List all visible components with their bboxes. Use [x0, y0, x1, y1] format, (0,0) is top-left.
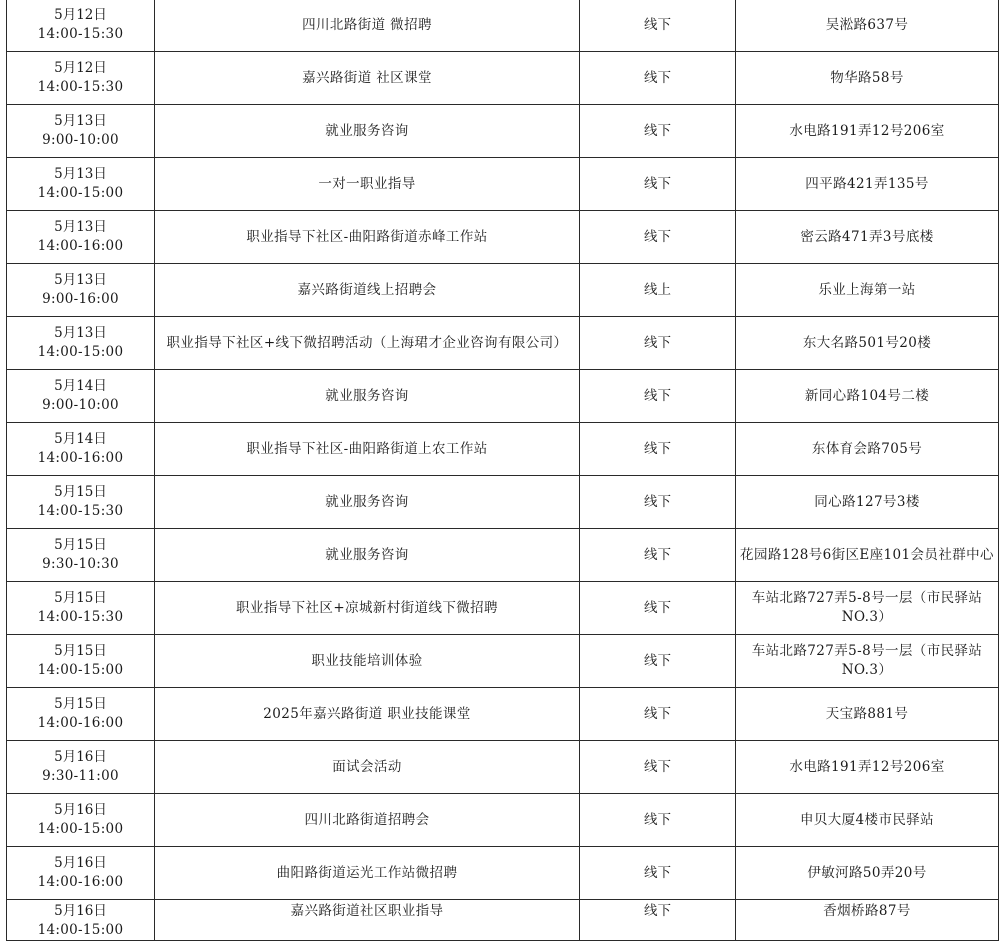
- table-row: [7, 741, 999, 794]
- event-location-cell: 东大名路501号20楼: [736, 317, 999, 370]
- event-location-cell: 四平路421弄135号: [736, 158, 999, 211]
- event-location-cell: 同心路127号3楼: [736, 476, 999, 529]
- event-date: 5月13日: [54, 166, 107, 182]
- date-time-cell: [7, 0, 155, 52]
- table-row: [7, 317, 999, 370]
- event-date: 5月13日: [54, 272, 107, 288]
- date-time-cell: [7, 688, 155, 741]
- event-name-cell: 职业技能培训体验: [155, 635, 580, 688]
- table-row: [7, 211, 999, 264]
- event-location-cell: 东体育会路705号: [736, 423, 999, 476]
- event-location-cell: 水电路191弄12号206室: [736, 741, 999, 794]
- event-time: 14:00-15:00: [37, 185, 124, 201]
- event-time: 14:00-16:00: [37, 450, 124, 466]
- event-name-cell: 就业服务咨询: [155, 105, 580, 158]
- event-date: 5月16日: [54, 855, 107, 871]
- event-name-cell: 2025年嘉兴路街道 职业技能课堂: [155, 688, 580, 741]
- date-time-cell: [7, 847, 155, 900]
- event-mode-cell: 线下: [580, 211, 736, 264]
- table-row: [7, 158, 999, 211]
- event-location-cell: 密云路471弄3号底楼: [736, 211, 999, 264]
- event-time: 14:00-15:30: [37, 79, 124, 95]
- event-mode-cell: 线下: [580, 370, 736, 423]
- event-location-cell: 花园路128号6街区E座101会员社群中心: [736, 529, 999, 582]
- event-mode-cell: 线上: [580, 264, 736, 317]
- schedule-table: [6, 0, 999, 941]
- event-time: 14:00-15:00: [37, 821, 124, 837]
- event-time: 9:00-16:00: [42, 291, 119, 307]
- event-location-cell: 新同心路104号二楼: [736, 370, 999, 423]
- event-mode-cell: 线下: [580, 900, 736, 941]
- event-date: 5月13日: [54, 113, 107, 129]
- table-row: [7, 0, 999, 52]
- date-time-cell: [7, 582, 155, 635]
- event-mode-cell: 线下: [580, 158, 736, 211]
- event-time: 14:00-15:00: [37, 662, 124, 678]
- event-location-cell: 香烟桥路87号: [736, 900, 999, 941]
- event-time: 9:00-10:00: [42, 132, 119, 148]
- event-location-cell: 车站北路727弄5-8号一层（市民驿站NO.3）: [736, 582, 999, 635]
- event-mode-cell: 线下: [580, 635, 736, 688]
- event-date: 5月16日: [54, 903, 107, 919]
- table-row: [7, 688, 999, 741]
- table-row: [7, 900, 999, 941]
- event-time: 14:00-15:00: [37, 344, 124, 360]
- event-location-cell: 物华路58号: [736, 52, 999, 105]
- event-date: 5月15日: [54, 590, 107, 606]
- event-name-cell: 职业指导下社区+线下微招聘活动（上海珺才企业咨询有限公司）: [155, 317, 580, 370]
- event-date: 5月12日: [54, 60, 107, 76]
- event-time: 14:00-16:00: [37, 874, 124, 890]
- event-mode-cell: 线下: [580, 529, 736, 582]
- table-row: [7, 52, 999, 105]
- event-time: 14:00-15:00: [37, 922, 124, 938]
- date-time-cell: [7, 158, 155, 211]
- date-time-cell: [7, 105, 155, 158]
- event-name-cell: 四川北路街道招聘会: [155, 794, 580, 847]
- event-mode-cell: 线下: [580, 794, 736, 847]
- event-time: 9:30-10:30: [42, 556, 119, 572]
- event-name-cell: 面试会活动: [155, 741, 580, 794]
- event-location-cell: 水电路191弄12号206室: [736, 105, 999, 158]
- event-name-cell: 嘉兴路街道社区职业指导: [155, 900, 580, 941]
- event-name-cell: 四川北路街道 微招聘: [155, 0, 580, 52]
- event-mode-cell: 线下: [580, 476, 736, 529]
- event-location-cell: 吴淞路637号: [736, 0, 999, 52]
- event-location-cell: 申贝大厦4楼市民驿站: [736, 794, 999, 847]
- event-location-cell: 伊敏河路50弄20号: [736, 847, 999, 900]
- event-date: 5月14日: [54, 378, 107, 394]
- event-name-cell: 嘉兴路街道线上招聘会: [155, 264, 580, 317]
- date-time-cell: [7, 794, 155, 847]
- table-row: [7, 582, 999, 635]
- event-date: 5月16日: [54, 802, 107, 818]
- event-location-cell: 车站北路727弄5-8号一层（市民驿站NO.3）: [736, 635, 999, 688]
- event-location-cell: 天宝路881号: [736, 688, 999, 741]
- event-mode-cell: 线下: [580, 105, 736, 158]
- event-name-cell: 一对一职业指导: [155, 158, 580, 211]
- date-time-cell: [7, 900, 155, 941]
- date-time-cell: [7, 370, 155, 423]
- table-row: [7, 794, 999, 847]
- event-time: 14:00-15:30: [37, 26, 124, 42]
- event-name-cell: 曲阳路街道运光工作站微招聘: [155, 847, 580, 900]
- date-time-cell: [7, 476, 155, 529]
- event-date: 5月15日: [54, 537, 107, 553]
- date-time-cell: [7, 211, 155, 264]
- event-name-cell: 嘉兴路街道 社区课堂: [155, 52, 580, 105]
- date-time-cell: [7, 52, 155, 105]
- date-time-cell: [7, 317, 155, 370]
- event-time: 14:00-16:00: [37, 238, 124, 254]
- event-mode-cell: 线下: [580, 423, 736, 476]
- schedule-body: [7, 0, 999, 941]
- event-date: 5月15日: [54, 643, 107, 659]
- table-row: [7, 847, 999, 900]
- event-name-cell: 职业指导下社区+凉城新村街道线下微招聘: [155, 582, 580, 635]
- date-time-cell: [7, 529, 155, 582]
- table-row: [7, 476, 999, 529]
- event-time: 14:00-15:30: [37, 609, 124, 625]
- event-date: 5月14日: [54, 431, 107, 447]
- event-date: 5月16日: [54, 749, 107, 765]
- date-time-cell: [7, 264, 155, 317]
- date-time-cell: [7, 741, 155, 794]
- event-date: 5月15日: [54, 484, 107, 500]
- event-mode-cell: 线下: [580, 317, 736, 370]
- event-mode-cell: 线下: [580, 688, 736, 741]
- event-name-cell: 职业指导下社区-曲阳路街道上农工作站: [155, 423, 580, 476]
- event-mode-cell: 线下: [580, 582, 736, 635]
- event-name-cell: 就业服务咨询: [155, 476, 580, 529]
- event-name-cell: 就业服务咨询: [155, 529, 580, 582]
- event-location-cell: 乐业上海第一站: [736, 264, 999, 317]
- event-time: 14:00-16:00: [37, 715, 124, 731]
- event-mode-cell: 线下: [580, 847, 736, 900]
- event-time: 9:30-11:00: [42, 768, 119, 784]
- date-time-cell: [7, 635, 155, 688]
- event-mode-cell: 线下: [580, 0, 736, 52]
- event-time: 14:00-15:30: [37, 503, 124, 519]
- event-date: 5月15日: [54, 696, 107, 712]
- table-row: [7, 370, 999, 423]
- table-row: [7, 529, 999, 582]
- event-name-cell: 职业指导下社区-曲阳路街道赤峰工作站: [155, 211, 580, 264]
- table-row: [7, 635, 999, 688]
- event-date: 5月13日: [54, 325, 107, 341]
- event-mode-cell: 线下: [580, 52, 736, 105]
- event-date: 5月12日: [54, 7, 107, 23]
- table-row: [7, 423, 999, 476]
- date-time-cell: [7, 423, 155, 476]
- table-row: [7, 264, 999, 317]
- table-row: [7, 105, 999, 158]
- event-name-cell: 就业服务咨询: [155, 370, 580, 423]
- event-mode-cell: 线下: [580, 741, 736, 794]
- event-time: 9:00-10:00: [42, 397, 119, 413]
- event-date: 5月13日: [54, 219, 107, 235]
